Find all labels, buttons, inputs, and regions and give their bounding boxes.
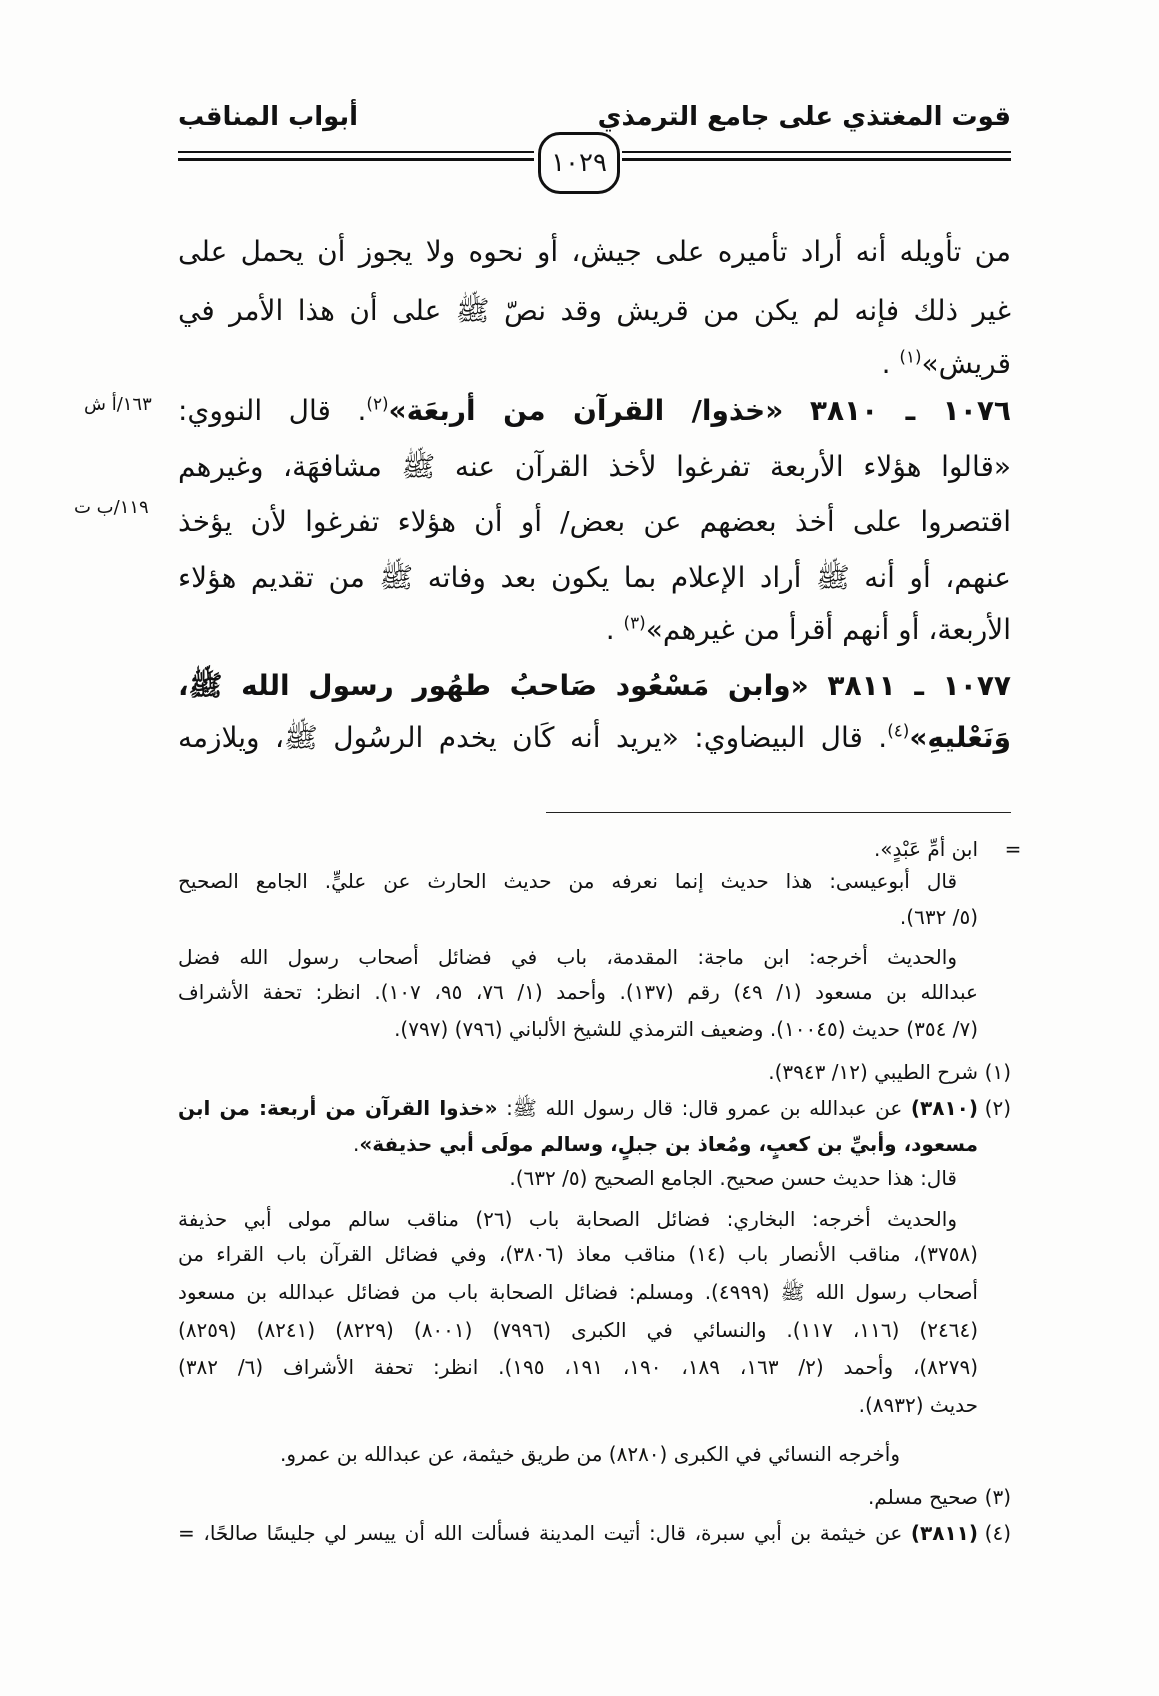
header-rule-left bbox=[178, 151, 534, 161]
footnote-line: أصحاب رسول الله ﷺ (٤٩٩٩). ومسلم: فضائل الصحابة باب من فضائل عبدالله بن مسعود bbox=[178, 1280, 978, 1304]
main-text: . bbox=[881, 347, 891, 380]
hadith-quote: «وابن مَسْعُود صَاحبُ طهُور رسول الله ﷺ، bbox=[178, 669, 809, 702]
page-number: ١٠٢٩ bbox=[538, 132, 620, 194]
main-line bbox=[178, 385, 1011, 437]
footnote-line bbox=[178, 1091, 978, 1125]
hadith-quote: «خذوا/ القرآن من أربعَة» bbox=[388, 394, 784, 427]
footnote-ref: (٢) bbox=[366, 393, 389, 414]
main-text: الأربعة، أو أنهم أقرأ من غيرهم» bbox=[645, 613, 1011, 646]
footnote-line: والحديث أخرجه: البخاري: فضائل الصحابة باب (٢٦) مناقب سالم مولى أبي حذيفة bbox=[178, 1207, 957, 1231]
main-line bbox=[178, 712, 1011, 764]
footnote-ref: (٣) bbox=[623, 612, 646, 633]
hadith-quote: «خذوا القرآن من أربعة: من ابن bbox=[178, 1096, 498, 1120]
footnote-line: (٢٤٦٤) (١١٦، ١١٧). والنسائي في الكبرى (٧٩٩٦) (٨٠٠١) (٨٢٢٩) (٨٢٤١) (٨٢٥٩) bbox=[178, 1318, 978, 1342]
footnote-separator bbox=[546, 812, 1011, 813]
main-line bbox=[178, 338, 1011, 390]
main-line bbox=[178, 285, 1011, 337]
footnote-number: (٣) bbox=[984, 1485, 1011, 1509]
main-text: غير ذلك فإنه لم يكن من قريش وقد نصّ ﷺ على أن هذا الأمر في bbox=[178, 294, 1011, 327]
hadith-number: (٣٨١١) bbox=[910, 1521, 979, 1545]
main-line bbox=[178, 552, 1011, 604]
footnote-line: قال أبوعيسى: هذا حديث إنما نعرفه من حديث الحارث عن عليٍّ. الجامع الصحيح bbox=[178, 869, 957, 893]
main-line bbox=[178, 226, 1011, 278]
main-line bbox=[178, 660, 1011, 712]
footnote-number: (١) bbox=[984, 1060, 1011, 1084]
footnote-line: صحيح مسلم. bbox=[867, 1485, 978, 1509]
footnote-number: (٤) bbox=[984, 1521, 1011, 1545]
footnote-line: حديث (٨٩٣٢). bbox=[858, 1393, 978, 1417]
footnote-line: (٣٧٥٨)، مناقب الأنصار باب (١٤) مناقب معاذ (٣٨٠٦)، وفي فضائل القرآن باب القراء من bbox=[178, 1242, 978, 1266]
margin-note: ١١٩/ب ت bbox=[74, 497, 149, 518]
footnote-line: شرح الطيبي (١٢/ ٣٩٤٣). bbox=[768, 1060, 978, 1084]
footnote-ref: (٤) bbox=[887, 720, 910, 741]
main-text: . bbox=[605, 613, 615, 646]
footnote-line: والحديث أخرجه: ابن ماجة: المقدمة، باب في فضائل أصحاب رسول الله فضل bbox=[178, 945, 957, 969]
hadith-quote: مسعود، وأبيِّ بن كعبٍ، ومُعاذ بن جبلٍ، وسالم مولَى أبي حذيفة» bbox=[359, 1132, 978, 1156]
continuation-marker: = bbox=[1004, 837, 1022, 861]
main-text: . قال النووي: bbox=[178, 394, 367, 427]
main-text: من تأويله أنه أراد تأميره على جيش، أو نحوه ولا يجوز أن يحمل على bbox=[178, 235, 1011, 268]
footnote-text: عن خيثمة بن أبي سبرة، قال: أتيت المدينة فسألت الله أن ييسر لي جليسًا صالحًا، = bbox=[178, 1521, 903, 1545]
footnote-line: (٥/ ٦٣٢). bbox=[899, 905, 978, 929]
hadith-number: (٣٨١٠) bbox=[910, 1096, 979, 1120]
footnote-line: عبدالله بن مسعود (١/ ٤٩) رقم (١٣٧). وأحمد (١/ ٧٦، ٩٥، ١٠٧). انظر: تحفة الأشراف bbox=[178, 980, 978, 1004]
footnote-line: قال: هذا حديث حسن صحيح. الجامع الصحيح (٥/ ٦٣٢). bbox=[509, 1166, 957, 1190]
hadith-quote: وَنَعْليهِ» bbox=[909, 721, 1011, 754]
main-line bbox=[178, 496, 1011, 548]
footnote-line: (٧/ ٣٥٤) حديث (١٠٠٤٥). وضعيف الترمذي للشيخ الألباني (٧٩٦) (٧٩٧). bbox=[394, 1017, 978, 1041]
main-text: «قالوا هؤلاء الأربعة تفرغوا لأخذ القرآن عنه ﷺ مشافهَة، وغيرهم bbox=[178, 450, 1011, 483]
footnote-number: (٢) bbox=[984, 1096, 1011, 1120]
main-line bbox=[178, 441, 1011, 493]
footnote-line bbox=[178, 1127, 978, 1161]
main-line bbox=[178, 604, 1011, 656]
book-title: قوت المغتذي على جامع الترمذي bbox=[597, 102, 1011, 132]
footnote-line: ابن أمِّ عَبْدٍ». bbox=[873, 837, 978, 861]
hadith-number: ١٠٧٦ ـ ٣٨١٠ bbox=[809, 394, 1011, 427]
main-text: قريش» bbox=[921, 347, 1011, 380]
main-text: . قال البيضاوي: «يريد أنه كَان يخدم الرسُول ﷺ، ويلازمه bbox=[178, 721, 888, 754]
section-title: أبواب المناقب bbox=[178, 102, 359, 132]
footnote-line: وأخرجه النسائي في الكبرى (٨٢٨٠) من طريق خيثمة، عن عبدالله بن عمرو. bbox=[280, 1442, 900, 1466]
footnote-line bbox=[178, 1516, 978, 1550]
footnote-line: (٨٢٧٩)، وأحمد (٢/ ١٦٣، ١٨٩، ١٩٠، ١٩١، ١٩٥). انظر: تحفة الأشراف (٦/ ٣٨٢) bbox=[178, 1355, 978, 1379]
margin-note: ١٦٣/أ ش bbox=[84, 394, 152, 415]
main-text: اقتصروا على أخذ بعضهم عن بعض/ أو أن هؤلاء تفرغوا لأن يؤخذ bbox=[178, 505, 1011, 538]
footnote-text: عن عبدالله بن عمرو قال: قال رسول الله ﷺ: bbox=[506, 1096, 903, 1120]
main-text: عنهم، أو أنه ﷺ أراد الإعلام بما يكون بعد وفاته ﷺ من تقديم هؤلاء bbox=[178, 561, 1011, 594]
hadith-number: ١٠٧٧ ـ ٣٨١١ bbox=[827, 669, 1011, 702]
footnote-text: . bbox=[352, 1132, 360, 1156]
footnote-ref: (١) bbox=[899, 346, 922, 367]
header-rule-right bbox=[622, 151, 1011, 161]
